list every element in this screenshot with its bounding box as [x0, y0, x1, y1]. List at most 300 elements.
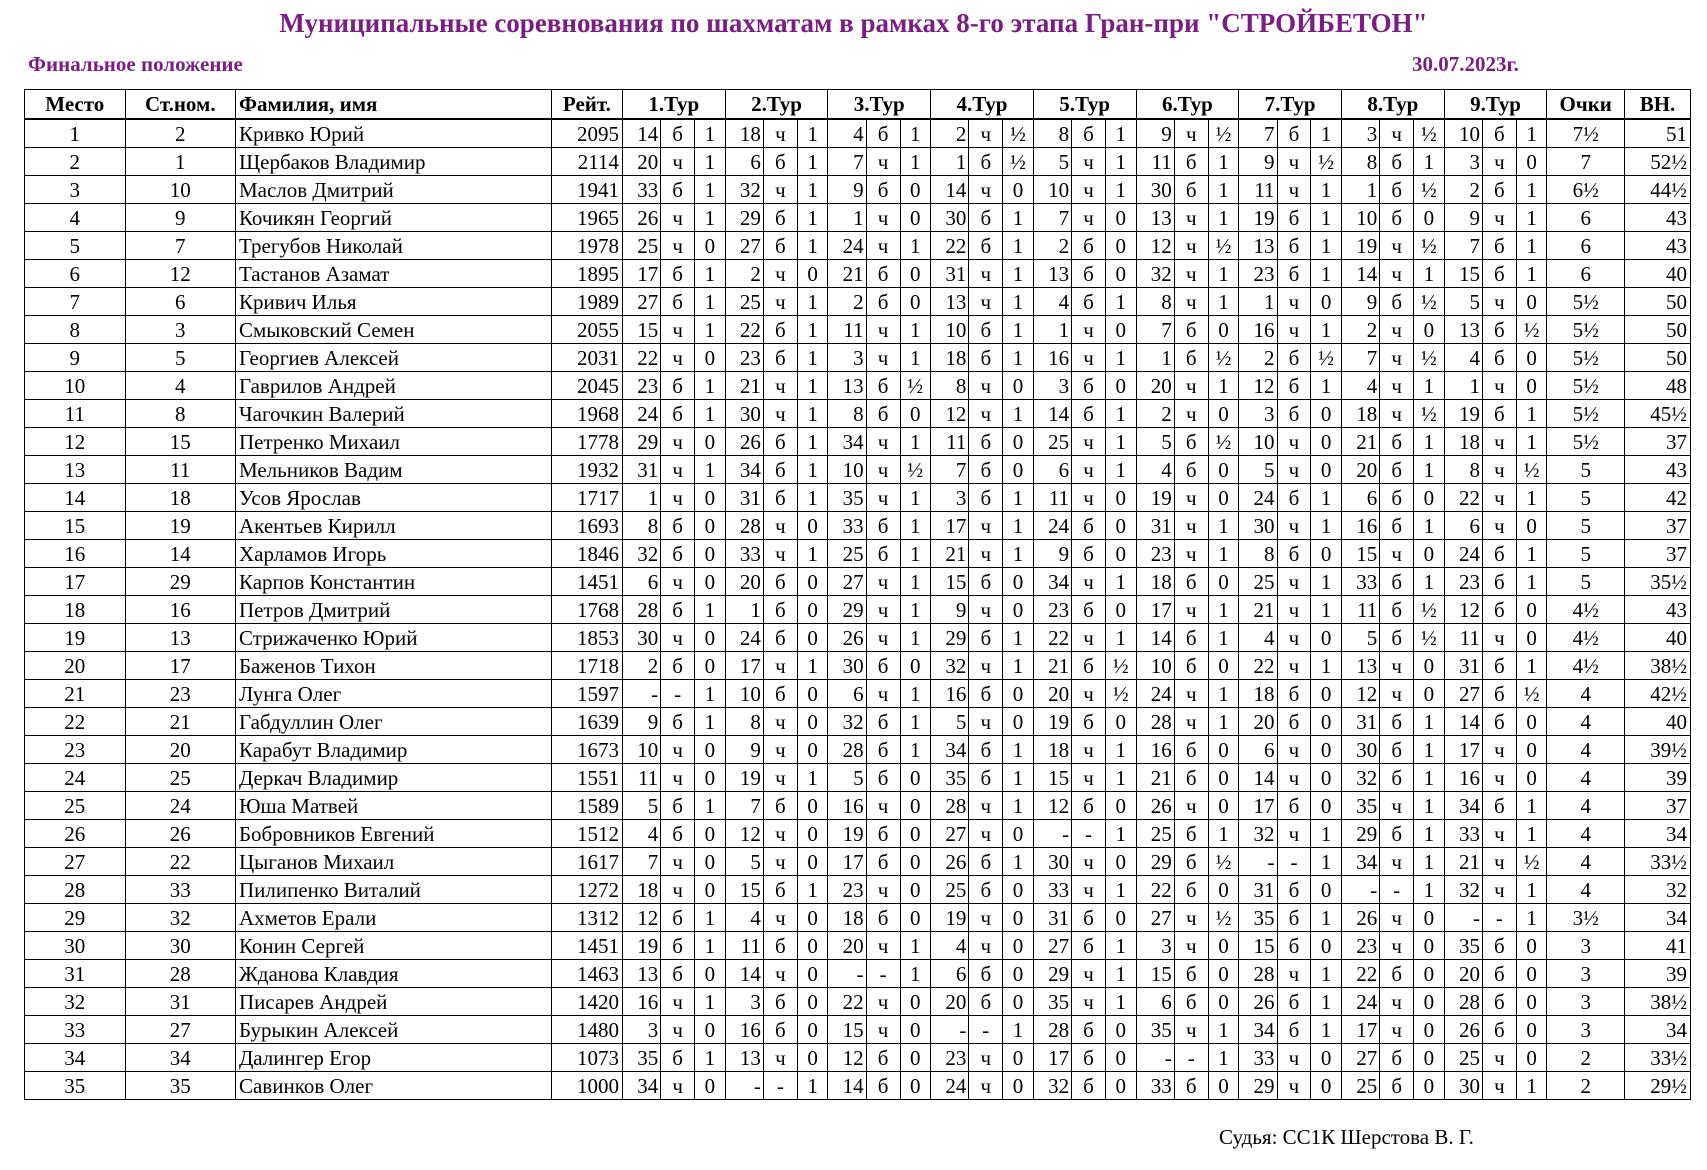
round-color-cell: ч: [1380, 372, 1414, 400]
round-color-cell: ч: [1482, 624, 1516, 652]
round-opponent-cell: 31: [622, 456, 660, 484]
round-result-cell: ½: [1414, 596, 1445, 624]
round-opponent-cell: 3: [1444, 148, 1482, 176]
round-result-cell: 0: [1414, 652, 1445, 680]
round-color-cell: ч: [1072, 456, 1106, 484]
round-result-cell: 1: [797, 764, 828, 792]
rating-cell: 1895: [551, 260, 622, 288]
round-color-cell: ч: [1277, 960, 1311, 988]
round-opponent-cell: 13: [1033, 260, 1071, 288]
round-opponent-cell: 15: [1033, 764, 1071, 792]
round-color-cell: ч: [661, 1072, 695, 1100]
round-opponent-cell: 17: [1136, 596, 1174, 624]
start-number-cell: 23: [125, 680, 235, 708]
round-color-cell: б: [866, 736, 900, 764]
round-opponent-cell: 1: [622, 484, 660, 512]
round-color-cell: ч: [1174, 372, 1208, 400]
round-color-cell: б: [969, 988, 1003, 1016]
round-result-cell: 0: [695, 232, 726, 260]
round-color-cell: б: [661, 400, 695, 428]
round-color-cell: б: [969, 568, 1003, 596]
round-color-cell: ч: [763, 764, 797, 792]
round-result-cell: 0: [1003, 820, 1034, 848]
round-color-cell: ч: [866, 1016, 900, 1044]
round-result-cell: 1: [797, 344, 828, 372]
round-color-cell: ч: [1174, 204, 1208, 232]
round-opponent-cell: 23: [1239, 260, 1277, 288]
round-color-cell: б: [969, 232, 1003, 260]
table-row: [25, 904, 1691, 932]
table-row: [25, 848, 1691, 876]
round-color-cell: ч: [866, 344, 900, 372]
round-opponent-cell: 26: [1136, 792, 1174, 820]
round-opponent-cell: 15: [1136, 960, 1174, 988]
round-color-cell: ч: [1072, 876, 1106, 904]
round-opponent-cell: 24: [1444, 540, 1482, 568]
round-result-cell: 1: [797, 372, 828, 400]
round-color-cell: б: [969, 848, 1003, 876]
round-color-cell: б: [1380, 820, 1414, 848]
round-opponent-cell: 4: [1444, 344, 1482, 372]
round-color-cell: б: [763, 232, 797, 260]
round-color-cell: -: [1072, 820, 1106, 848]
round-result-cell: 1: [1003, 848, 1034, 876]
round-opponent-cell: -: [931, 1016, 969, 1044]
round-color-cell: -: [763, 1072, 797, 1100]
rating-cell: 1451: [551, 932, 622, 960]
rating-cell: 1312: [551, 904, 622, 932]
round-opponent-cell: 14: [828, 1072, 866, 1100]
round-opponent-cell: 25: [828, 540, 866, 568]
rating-cell: 2055: [551, 316, 622, 344]
round-result-cell: 0: [1311, 456, 1342, 484]
round-color-cell: б: [1277, 1016, 1311, 1044]
round-opponent-cell: 16: [725, 1016, 763, 1044]
round-result-cell: 0: [1311, 708, 1342, 736]
round-color-cell: ч: [969, 119, 1003, 148]
round-result-cell: ½: [1105, 680, 1136, 708]
round-opponent-cell: 32: [931, 652, 969, 680]
round-result-cell: ½: [1208, 344, 1239, 372]
round-color-cell: ч: [661, 624, 695, 652]
round-color-cell: ч: [1277, 820, 1311, 848]
round-color-cell: б: [969, 484, 1003, 512]
round-result-cell: 1: [900, 680, 931, 708]
round-result-cell: 1: [1208, 372, 1239, 400]
round-opponent-cell: 23: [828, 876, 866, 904]
round-result-cell: 0: [1414, 1072, 1445, 1100]
table-row: [25, 764, 1691, 792]
round-result-cell: 1: [1105, 568, 1136, 596]
place-cell: 34: [25, 1044, 126, 1072]
table-row: [25, 1044, 1691, 1072]
buchholz-cell: 33½: [1625, 848, 1691, 876]
round-result-cell: 1: [1003, 764, 1034, 792]
round-result-cell: 1: [1414, 792, 1445, 820]
round-color-cell: ч: [1380, 119, 1414, 148]
round-result-cell: 0: [695, 960, 726, 988]
round-color-cell: б: [1380, 1044, 1414, 1072]
round-opponent-cell: 17: [828, 848, 866, 876]
round-opponent-cell: 31: [1239, 876, 1277, 904]
start-number-cell: 33: [125, 876, 235, 904]
round-result-cell: 0: [1516, 708, 1547, 736]
buchholz-cell: 33½: [1625, 1044, 1691, 1072]
place-cell: 13: [25, 456, 126, 484]
round-opponent-cell: 20: [1444, 960, 1482, 988]
round-result-cell: 1: [1003, 204, 1034, 232]
start-number-cell: 21: [125, 708, 235, 736]
round-opponent-cell: 14: [1341, 260, 1379, 288]
round-color-cell: б: [1277, 540, 1311, 568]
round-result-cell: 1: [1311, 176, 1342, 204]
player-name-cell: Конин Сергей: [235, 932, 551, 960]
round-result-cell: 0: [1105, 596, 1136, 624]
round-result-cell: 0: [900, 652, 931, 680]
round-color-cell: б: [1174, 820, 1208, 848]
round-result-cell: 1: [797, 148, 828, 176]
round-opponent-cell: 6: [1033, 456, 1071, 484]
round-opponent-cell: 26: [1444, 1016, 1482, 1044]
round-opponent-cell: 13: [828, 372, 866, 400]
round-result-cell: 0: [1414, 988, 1445, 1016]
start-number-cell: 2: [125, 119, 235, 148]
points-cell: 4½: [1547, 596, 1625, 624]
round-result-cell: 1: [1516, 232, 1547, 260]
round-opponent-cell: 11: [828, 316, 866, 344]
round-color-cell: ч: [1380, 652, 1414, 680]
round-result-cell: 1: [900, 148, 931, 176]
points-cell: 3: [1547, 1016, 1625, 1044]
round-result-cell: 1: [1414, 848, 1445, 876]
round-opponent-cell: 7: [1341, 344, 1379, 372]
round-color-cell: ч: [661, 204, 695, 232]
round-opponent-cell: 25: [931, 876, 969, 904]
rating-cell: 1480: [551, 1016, 622, 1044]
round-result-cell: ½: [900, 456, 931, 484]
round-opponent-cell: 20: [1136, 372, 1174, 400]
round-color-cell: б: [1277, 484, 1311, 512]
round-result-cell: 1: [1208, 596, 1239, 624]
round-opponent-cell: 35: [931, 764, 969, 792]
round-result-cell: 1: [1208, 540, 1239, 568]
buchholz-cell: 43: [1625, 456, 1691, 484]
round-opponent-cell: 23: [1033, 596, 1071, 624]
round-opponent-cell: 28: [1136, 708, 1174, 736]
round-opponent-cell: 23: [931, 1044, 969, 1072]
player-name-cell: Жданова Клавдия: [235, 960, 551, 988]
round-result-cell: 1: [1105, 119, 1136, 148]
round-result-cell: 1: [1414, 820, 1445, 848]
round-result-cell: 0: [1311, 288, 1342, 316]
round-color-cell: ч: [1482, 456, 1516, 484]
round-opponent-cell: 11: [725, 932, 763, 960]
round-opponent-cell: 17: [1033, 1044, 1071, 1072]
player-name-cell: Георгиев Алексей: [235, 344, 551, 372]
round-opponent-cell: 18: [1033, 736, 1071, 764]
round-opponent-cell: 10: [1239, 428, 1277, 456]
round-opponent-cell: 9: [725, 736, 763, 764]
round-color-cell: б: [763, 932, 797, 960]
header-round-7: 7.Тур: [1239, 90, 1342, 120]
header-round-3: 3.Тур: [828, 90, 931, 120]
round-result-cell: 1: [900, 960, 931, 988]
round-result-cell: 1: [1105, 624, 1136, 652]
round-color-cell: ч: [1277, 288, 1311, 316]
points-cell: 5: [1547, 456, 1625, 484]
round-color-cell: б: [969, 316, 1003, 344]
round-result-cell: 0: [1105, 1044, 1136, 1072]
round-result-cell: 0: [900, 204, 931, 232]
round-opponent-cell: 31: [1033, 904, 1071, 932]
round-opponent-cell: 20: [622, 148, 660, 176]
round-color-cell: б: [1072, 792, 1106, 820]
round-result-cell: 0: [1311, 540, 1342, 568]
round-color-cell: б: [866, 260, 900, 288]
round-opponent-cell: 7: [931, 456, 969, 484]
table-row: [25, 148, 1691, 176]
round-result-cell: 1: [1311, 484, 1342, 512]
round-opponent-cell: 5: [1033, 148, 1071, 176]
round-color-cell: ч: [1174, 540, 1208, 568]
round-opponent-cell: 9: [1444, 204, 1482, 232]
round-color-cell: ч: [1380, 988, 1414, 1016]
round-result-cell: 0: [1311, 1044, 1342, 1072]
round-result-cell: 0: [1003, 1044, 1034, 1072]
round-result-cell: 0: [1003, 708, 1034, 736]
round-color-cell: б: [1482, 260, 1516, 288]
player-name-cell: Харламов Игорь: [235, 540, 551, 568]
round-color-cell: б: [866, 119, 900, 148]
round-color-cell: ч: [1482, 764, 1516, 792]
round-opponent-cell: 27: [1033, 932, 1071, 960]
table-row: [25, 708, 1691, 736]
round-opponent-cell: 23: [1444, 568, 1482, 596]
round-result-cell: 1: [1003, 624, 1034, 652]
round-opponent-cell: 32: [1033, 1072, 1071, 1100]
round-result-cell: 1: [1105, 988, 1136, 1016]
round-result-cell: 1: [695, 988, 726, 1016]
round-color-cell: б: [1072, 708, 1106, 736]
player-name-cell: Усов Ярослав: [235, 484, 551, 512]
round-result-cell: 0: [1311, 764, 1342, 792]
round-opponent-cell: 17: [1341, 1016, 1379, 1044]
round-opponent-cell: 5: [931, 708, 969, 736]
round-result-cell: 1: [797, 428, 828, 456]
player-name-cell: Баженов Тихон: [235, 652, 551, 680]
round-result-cell: 1: [1516, 568, 1547, 596]
table-row: [25, 428, 1691, 456]
round-result-cell: 0: [1414, 316, 1445, 344]
table-row: [25, 1016, 1691, 1044]
round-color-cell: б: [1072, 596, 1106, 624]
player-name-cell: Маслов Дмитрий: [235, 176, 551, 204]
round-result-cell: 0: [1311, 624, 1342, 652]
round-opponent-cell: 2: [828, 288, 866, 316]
round-opponent-cell: 22: [1444, 484, 1482, 512]
round-opponent-cell: 33: [1239, 1044, 1277, 1072]
rating-cell: 2114: [551, 148, 622, 176]
round-opponent-cell: 34: [622, 1072, 660, 1100]
round-color-cell: ч: [1482, 1072, 1516, 1100]
round-opponent-cell: 10: [1444, 119, 1482, 148]
round-color-cell: б: [1277, 204, 1311, 232]
buchholz-cell: 44½: [1625, 176, 1691, 204]
round-color-cell: б: [1072, 1044, 1106, 1072]
buchholz-cell: 39: [1625, 960, 1691, 988]
round-opponent-cell: 19: [725, 764, 763, 792]
buchholz-cell: 40: [1625, 624, 1691, 652]
round-opponent-cell: 16: [931, 680, 969, 708]
round-opponent-cell: 26: [1239, 988, 1277, 1016]
round-opponent-cell: 10: [1136, 652, 1174, 680]
round-color-cell: ч: [661, 764, 695, 792]
round-opponent-cell: 7: [828, 148, 866, 176]
round-result-cell: 0: [900, 820, 931, 848]
rating-cell: 1463: [551, 960, 622, 988]
round-result-cell: 0: [1208, 988, 1239, 1016]
round-opponent-cell: 25: [622, 232, 660, 260]
round-result-cell: 0: [797, 792, 828, 820]
round-color-cell: ч: [969, 820, 1003, 848]
round-color-cell: б: [1277, 232, 1311, 260]
header-round-6: 6.Тур: [1136, 90, 1239, 120]
round-opponent-cell: 16: [1136, 736, 1174, 764]
round-opponent-cell: 33: [622, 176, 660, 204]
round-opponent-cell: 30: [1136, 176, 1174, 204]
round-opponent-cell: 17: [622, 260, 660, 288]
round-opponent-cell: 34: [1239, 1016, 1277, 1044]
round-opponent-cell: 16: [622, 988, 660, 1016]
round-opponent-cell: 33: [1033, 876, 1071, 904]
round-color-cell: ч: [1072, 988, 1106, 1016]
round-opponent-cell: 32: [828, 708, 866, 736]
points-cell: 3: [1547, 988, 1625, 1016]
round-opponent-cell: 27: [828, 568, 866, 596]
round-opponent-cell: 13: [622, 960, 660, 988]
round-color-cell: б: [661, 176, 695, 204]
round-result-cell: 1: [1208, 680, 1239, 708]
round-opponent-cell: 16: [1444, 764, 1482, 792]
round-result-cell: 0: [1003, 596, 1034, 624]
round-color-cell: б: [661, 904, 695, 932]
round-opponent-cell: 3: [1341, 119, 1379, 148]
points-cell: 4: [1547, 820, 1625, 848]
round-result-cell: ½: [1003, 119, 1034, 148]
round-result-cell: 1: [1105, 764, 1136, 792]
buchholz-cell: 51: [1625, 119, 1691, 148]
round-opponent-cell: 30: [1341, 736, 1379, 764]
round-color-cell: б: [866, 820, 900, 848]
round-color-cell: б: [763, 680, 797, 708]
start-number-cell: 22: [125, 848, 235, 876]
header-round-8: 8.Тур: [1341, 90, 1444, 120]
round-opponent-cell: 30: [1239, 512, 1277, 540]
round-result-cell: 1: [695, 904, 726, 932]
round-result-cell: 1: [1105, 344, 1136, 372]
round-result-cell: 1: [695, 288, 726, 316]
round-color-cell: б: [1482, 344, 1516, 372]
buchholz-cell: 32: [1625, 876, 1691, 904]
round-opponent-cell: 32: [1239, 820, 1277, 848]
round-opponent-cell: 22: [931, 232, 969, 260]
round-result-cell: 0: [1208, 484, 1239, 512]
round-color-cell: ч: [661, 848, 695, 876]
round-result-cell: 1: [1003, 344, 1034, 372]
player-name-cell: Кривич Илья: [235, 288, 551, 316]
round-result-cell: 0: [797, 680, 828, 708]
round-color-cell: -: [1174, 1044, 1208, 1072]
round-result-cell: ½: [1414, 288, 1445, 316]
round-color-cell: ч: [1072, 680, 1106, 708]
round-result-cell: 0: [1003, 456, 1034, 484]
round-opponent-cell: 29: [622, 428, 660, 456]
round-result-cell: 0: [797, 512, 828, 540]
round-result-cell: 1: [1311, 232, 1342, 260]
round-color-cell: б: [1482, 540, 1516, 568]
round-result-cell: 0: [1208, 1072, 1239, 1100]
round-result-cell: 1: [1105, 176, 1136, 204]
round-color-cell: б: [763, 344, 797, 372]
round-result-cell: 1: [1516, 820, 1547, 848]
round-opponent-cell: 30: [1444, 1072, 1482, 1100]
place-cell: 35: [25, 1072, 126, 1100]
round-color-cell: б: [1380, 456, 1414, 484]
round-color-cell: б: [1072, 652, 1106, 680]
table-row: [25, 204, 1691, 232]
round-color-cell: б: [1277, 792, 1311, 820]
round-opponent-cell: 18: [1444, 428, 1482, 456]
table-row: [25, 988, 1691, 1016]
round-opponent-cell: 4: [725, 904, 763, 932]
buchholz-cell: 45½: [1625, 400, 1691, 428]
round-result-cell: 0: [1105, 540, 1136, 568]
round-color-cell: б: [1380, 708, 1414, 736]
round-opponent-cell: 12: [1136, 232, 1174, 260]
start-number-cell: 35: [125, 1072, 235, 1100]
round-color-cell: ч: [1174, 512, 1208, 540]
round-color-cell: ч: [763, 119, 797, 148]
round-color-cell: б: [866, 1044, 900, 1072]
round-color-cell: б: [1277, 119, 1311, 148]
round-color-cell: ч: [661, 428, 695, 456]
round-color-cell: б: [763, 148, 797, 176]
start-number-cell: 29: [125, 568, 235, 596]
round-color-cell: б: [1482, 988, 1516, 1016]
round-result-cell: 0: [1105, 512, 1136, 540]
points-cell: 3: [1547, 932, 1625, 960]
rating-cell: 1000: [551, 1072, 622, 1100]
round-result-cell: 0: [695, 1072, 726, 1100]
player-name-cell: Карабут Владимир: [235, 736, 551, 764]
round-result-cell: 1: [900, 932, 931, 960]
round-opponent-cell: 31: [1136, 512, 1174, 540]
player-name-cell: Трегубов Николай: [235, 232, 551, 260]
round-opponent-cell: 7: [1136, 316, 1174, 344]
round-result-cell: 0: [900, 400, 931, 428]
round-color-cell: ч: [969, 596, 1003, 624]
round-opponent-cell: 20: [931, 988, 969, 1016]
round-opponent-cell: 13: [1239, 232, 1277, 260]
round-color-cell: ч: [763, 652, 797, 680]
round-opponent-cell: 11: [1033, 484, 1071, 512]
round-result-cell: 1: [1311, 652, 1342, 680]
round-opponent-cell: 20: [725, 568, 763, 596]
round-opponent-cell: 2: [931, 119, 969, 148]
round-opponent-cell: 9: [828, 176, 866, 204]
round-result-cell: 0: [695, 764, 726, 792]
round-result-cell: 1: [695, 680, 726, 708]
